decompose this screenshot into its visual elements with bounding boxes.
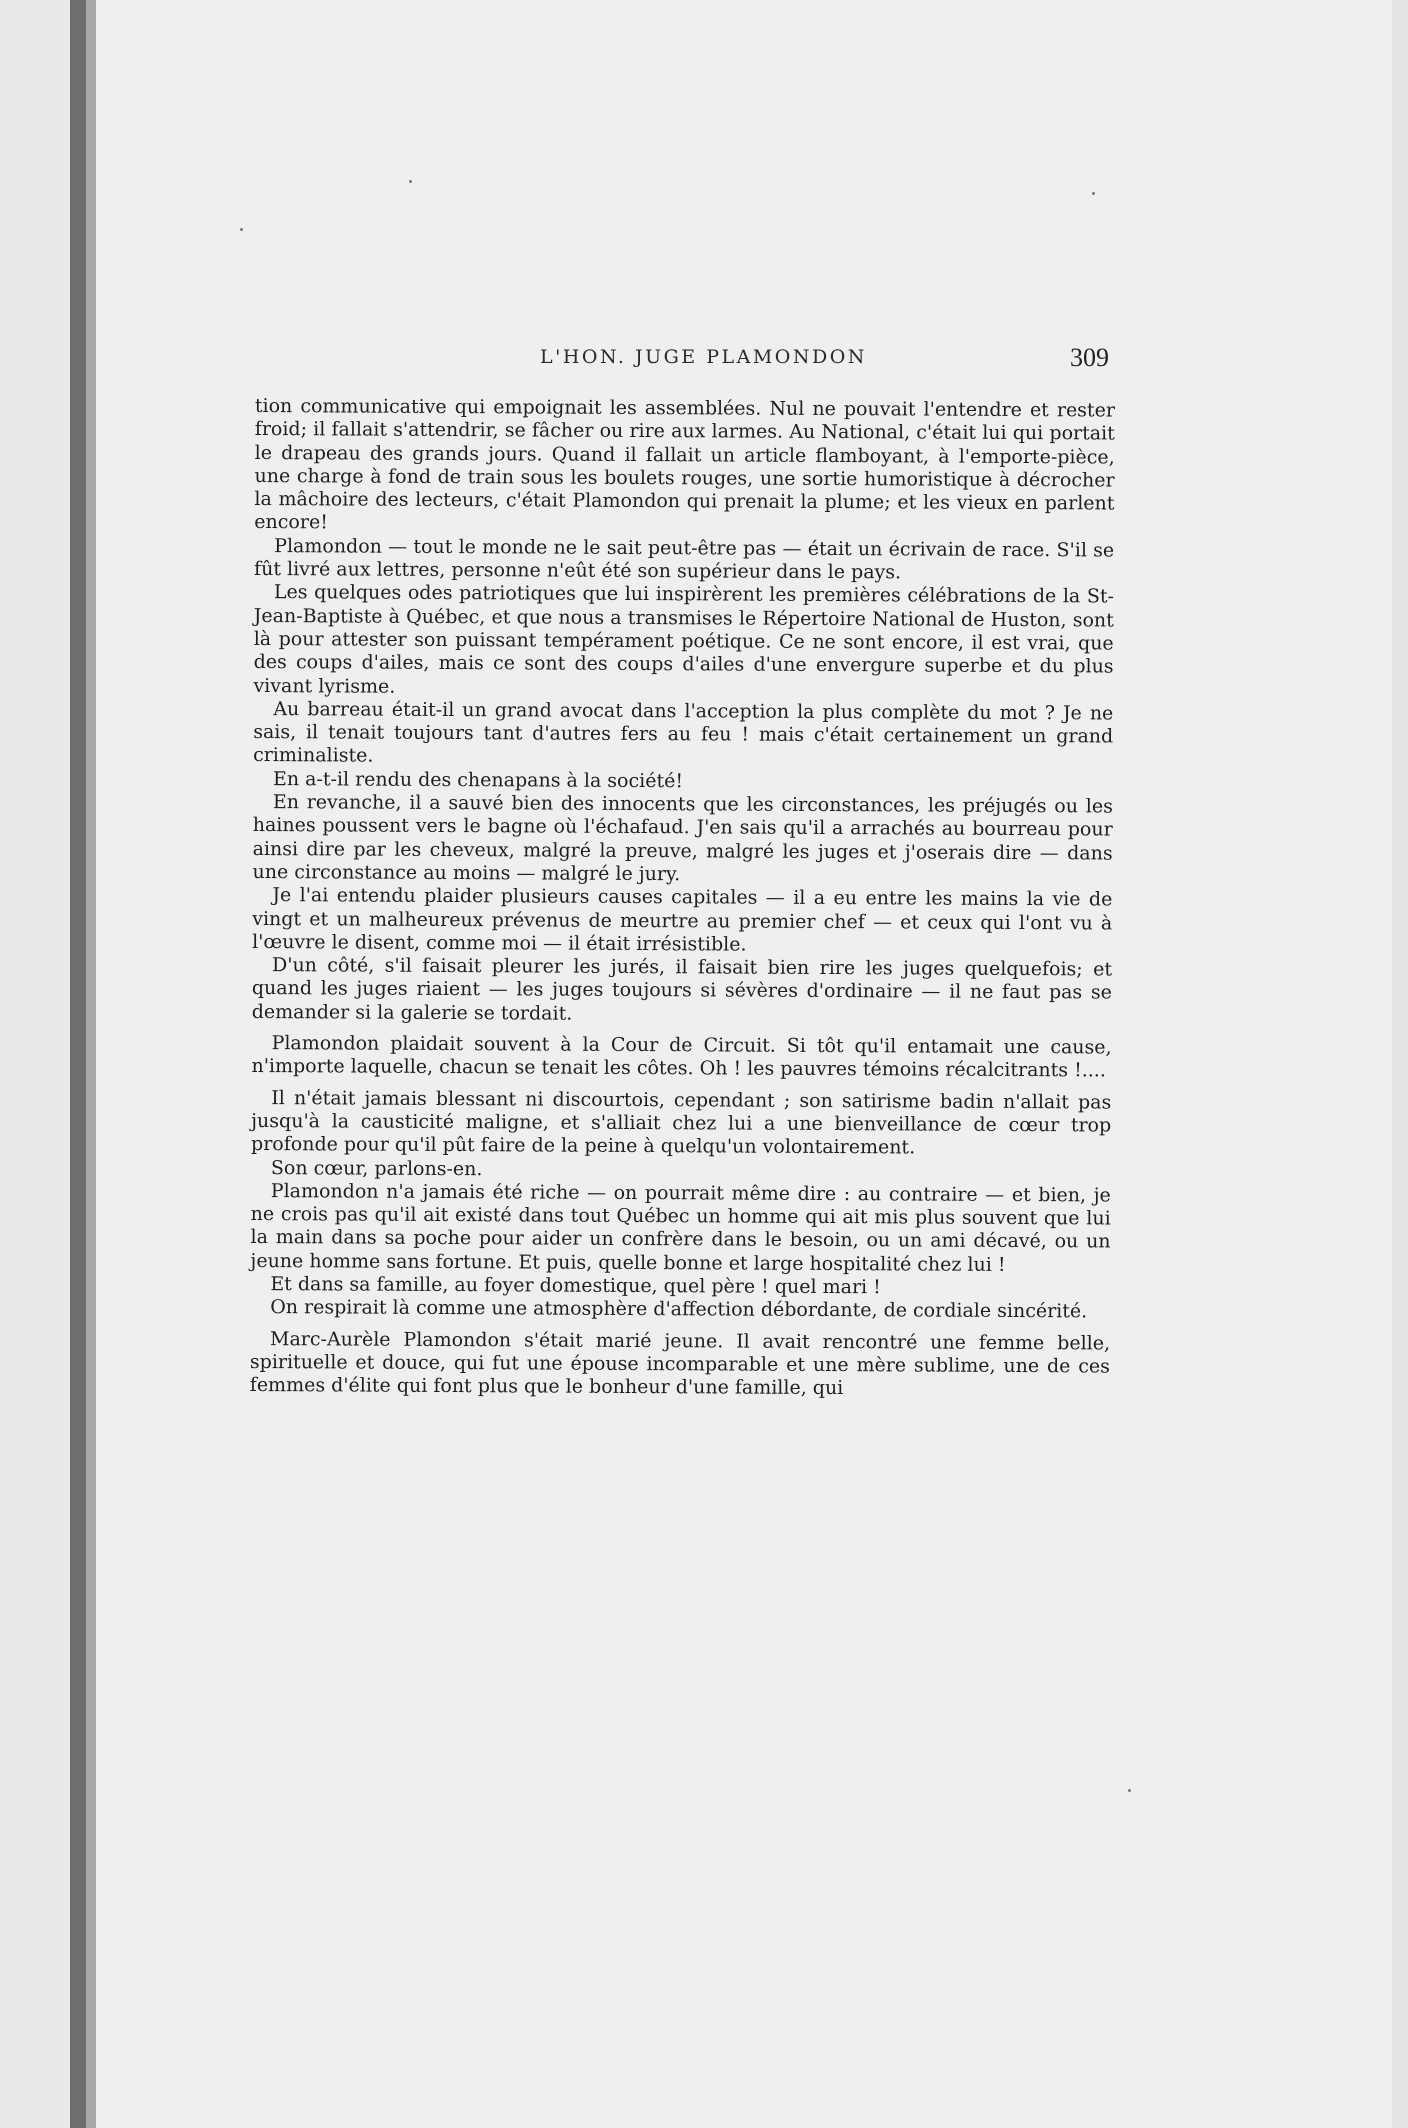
paragraph: On respirait là comme une atmosphère d'affection débordante, de cordiale sincérité. [270, 1296, 1088, 1323]
spine-shadow [86, 0, 96, 2128]
scan-speck [1128, 1789, 1131, 1792]
paragraph: Marc-Aurèle Plamondon s'était marié jeune. Il avait rencontré une femme belle, spirituelle et douce, qui fut une épouse incomparable et une mère sublime, une de ces femmes d'élite qui font plus que le bonheur d'une famille, qui [249, 1327, 1111, 1400]
paragraph: Les quelques odes patriotiques que lui inspirèrent les premières célébrations de la St-Jean-Baptiste à Québec, et que nous a transmises le Répertoire National de Huston, sont là pour attester son puissant tempérament poétique. Ce ne sont encore, il est vrai, que des coups d'ailes, mais ce sont des coups d'ailes d'une envergure superbe et du plus vivant lyrisme. [253, 581, 1115, 698]
paragraph: Il n'était jamais blessant ni discourtois, cependant ; son satirisme badin n'allait pas jusqu'à la causticité maligne, et s'alliait chez lui a une bienveillance de cœur trop profonde pour qu'il pût faire de la peine à quelqu'un volontairement. [251, 1086, 1112, 1159]
book-spine [70, 0, 86, 2128]
paragraph: D'un côté, s'il faisait pleurer les jurés, il faisait bien rire les juges quelquefois; et quand les juges riaient — les juges toujours si sévères d'ordinaire — il ne faut pas se demander si la galerie se tordait. [251, 954, 1113, 1025]
paragraph: Plamondon plaidait souvent à la Cour de Circuit. Si tôt qu'il entamait une cause, n'importe laquelle, chacun se tenait les côtes. Oh ! les pauvres témoins récalcitrants !.... [251, 1032, 1112, 1082]
scan-speck [240, 228, 243, 231]
running-title: L'HON. JUGE PLAMONDON [540, 346, 867, 368]
scan-speck [409, 180, 412, 183]
paragraph: tion communicative qui empoignait les assemblées. Nul ne pouvait l'entendre et rester froid; il fallait s'attendrir, se fâcher ou rire aux larmes. Au National, c'était lui qui portait le drapeau des grands jours. Quand il fallait un article flamboyant, à l'emporte-pièce, une charge à fond de train sous les boulets rouges, une sortie humoristique à décrocher la mâchoire des lecteurs, c'était Plamondon qui prenait la plume; et les vieux en parlent encore! [254, 395, 1115, 534]
page-number: 309 [1070, 343, 1109, 372]
paragraph: Son cœur, parlons-en. [270, 1156, 483, 1180]
paragraph: Plamondon — tout le monde ne le sait peut-être pas — était un écrivain de race. S'il se fût livré aux lettres, personne n'eût été son supérieur dans le pays. [254, 534, 1115, 584]
page-body [250, 395, 1115, 1402]
page-right-margin [1392, 0, 1408, 2128]
paragraph: En a-t-il rendu des chenapans à la société! [272, 767, 684, 792]
paragraph: Et dans sa famille, au foyer domestique, quel père ! quel mari ! [270, 1273, 881, 1299]
paragraph: En revanche, il a sauvé bien des innocents que les circonstances, les préjugés ou les haines poussent vers le bagne où l'échafaud. J'en sais qu'il a arrachés au bourreau pour ainsi dire par les cheveux, malgré la preuve, malgré les juges et j'oserais dire — dans une circonstance au moins — malgré le jury. [252, 791, 1113, 886]
paragraph: Plamondon n'a jamais été riche — on pourrait même dire : au contraire — et bien, je ne crois pas qu'il ait existé dans tout Québec un homme qui ait mis plus souvent que lui la main dans sa poche pour aider un confrère dans le besoin, ou un ami décavé, ou un jeune homme sans fortune. Et puis, quelle bonne et large hospitalité chez lui ! [250, 1179, 1111, 1276]
paragraph: Au barreau était-il un grand avocat dans l'acception la plus complète du mot ? Je ne sais, il tenait toujours tant d'autres fers au feu ! mais c'était certainement un grand criminaliste. [253, 697, 1114, 768]
facing-page-edge [0, 0, 70, 2128]
scan-speck [1092, 192, 1095, 195]
paragraph: Je l'ai entendu plaider plusieurs causes capitales — il a eu entre les mains la vie de vingt et un malheureux prévenus de meurtre au premier chef — et ceux qui l'ont vu à l'œuvre le disent, comme moi — il était irrésistible. [252, 884, 1113, 956]
